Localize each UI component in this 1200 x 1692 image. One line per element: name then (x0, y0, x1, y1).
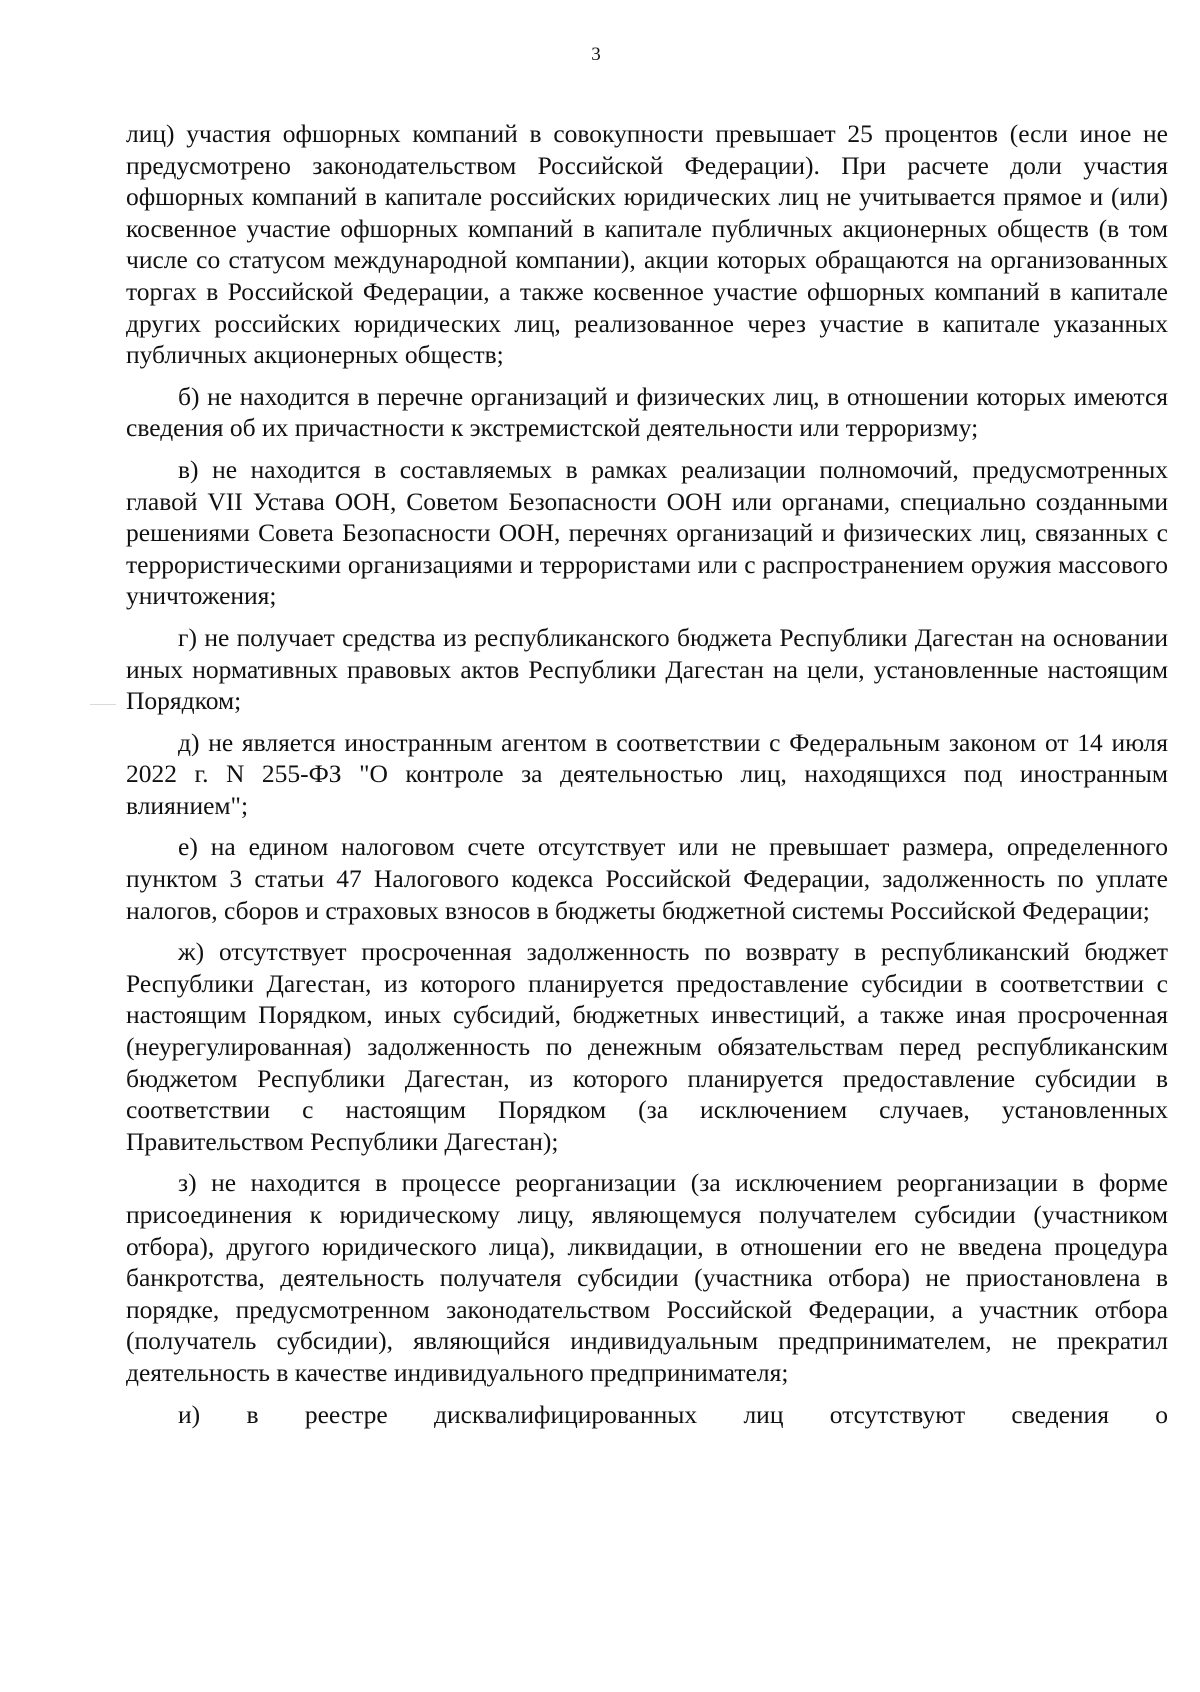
paragraph-item-b: б) не находится в перечне организаций и физических лиц, в отношении которых имеются сведения об их причастности к экстремистской деятельности или терроризму; (126, 381, 1168, 443)
paragraph-item-z: з) не находится в процессе реорганизации (за исключением реорганизации в форме присоединения к юридическому лицу, являющемуся получателем субсидии (участником отбора), другого юридического лица), ликвидации, в отношении его не введена процедура банкротства, деятельность получателя субсидии (участника отбора) не приостановлена в порядке, предусмотренном законодательством Российской Федерации, а участник отбора (получатель субсидии), являющийся индивидуальным предпринимателем, не прекратил деятельность в качестве индивидуального предпринимателя; (126, 1168, 1168, 1387)
document-body (126, 118, 1168, 1440)
paragraph-item-g: г) не получает средства из республиканского бюджета Республики Дагестан на основании иных нормативных правовых актов Республики Дагестан на цели, установленные настоящим Порядком; (126, 622, 1168, 716)
paragraph-item-zh: ж) отсутствует просроченная задолженность по возврату в республиканский бюджет Республики Дагестан, из которого планируется предоставление субсидии в соответствии с настоящим Порядком, иных субсидий, бюджетных инвестиций, а также иная просроченная (неурегулированная) задолженность по денежным обязательствам перед республиканским бюджетом Республики Дагестан, из которого планируется предоставление субсидии в соответствии с настоящим Порядком (за исключением случаев, установленных Правительством Республики Дагестан); (126, 937, 1168, 1156)
paragraph-item-e: е) на едином налоговом счете отсутствует или не превышает размера, определенного пунктом 3 статьи 47 Налогового кодекса Российской Федерации, задолженность по уплате налогов, сборов и страховых взносов в бюджеты бюджетной системы Российской Федерации; (126, 832, 1168, 925)
page-number: 3 (591, 44, 601, 65)
paragraph-item-d: д) не является иностранным агентом в соответствии с Федеральным законом от 14 июля 2022 г. N 255-ФЗ "О контроле за деятельностью лиц, находящихся под иностранным влиянием"; (126, 727, 1168, 820)
paragraph-item-i: и) в реестре дисквалифицированных лиц отсутствуют сведения о (178, 1399, 1168, 1429)
paragraph-item-v: в) не находится в составляемых в рамках реализации полномочий, предусмотренных главой VII Устава ООН, Советом Безопасности ООН или органами, специально созданными решениями Совета Безопасности ООН, перечнях организаций и физических лиц, связанных с террористическими организациями и террористами или с распространением оружия массового уничтожения; (126, 454, 1168, 611)
scan-artifact-mark (90, 704, 116, 705)
paragraph-continuation: лиц) участия офшорных компаний в совокупности превышает 25 процентов (если иное не предусмотрено законодательством Российской Федерации). При расчете доли участия офшорных компаний в капитале российских юридических лиц не учитывается прямое и (или) косвенное участие офшорных компаний в капитале публичных акционерных обществ (в том числе со статусом международной компании), акции которых обращаются на организованных торгах в Российской Федерации, а также косвенное участие офшорных компаний в капитале других российских юридических лиц, реализованное через участие в капитале указанных публичных акционерных обществ; (126, 119, 1168, 370)
